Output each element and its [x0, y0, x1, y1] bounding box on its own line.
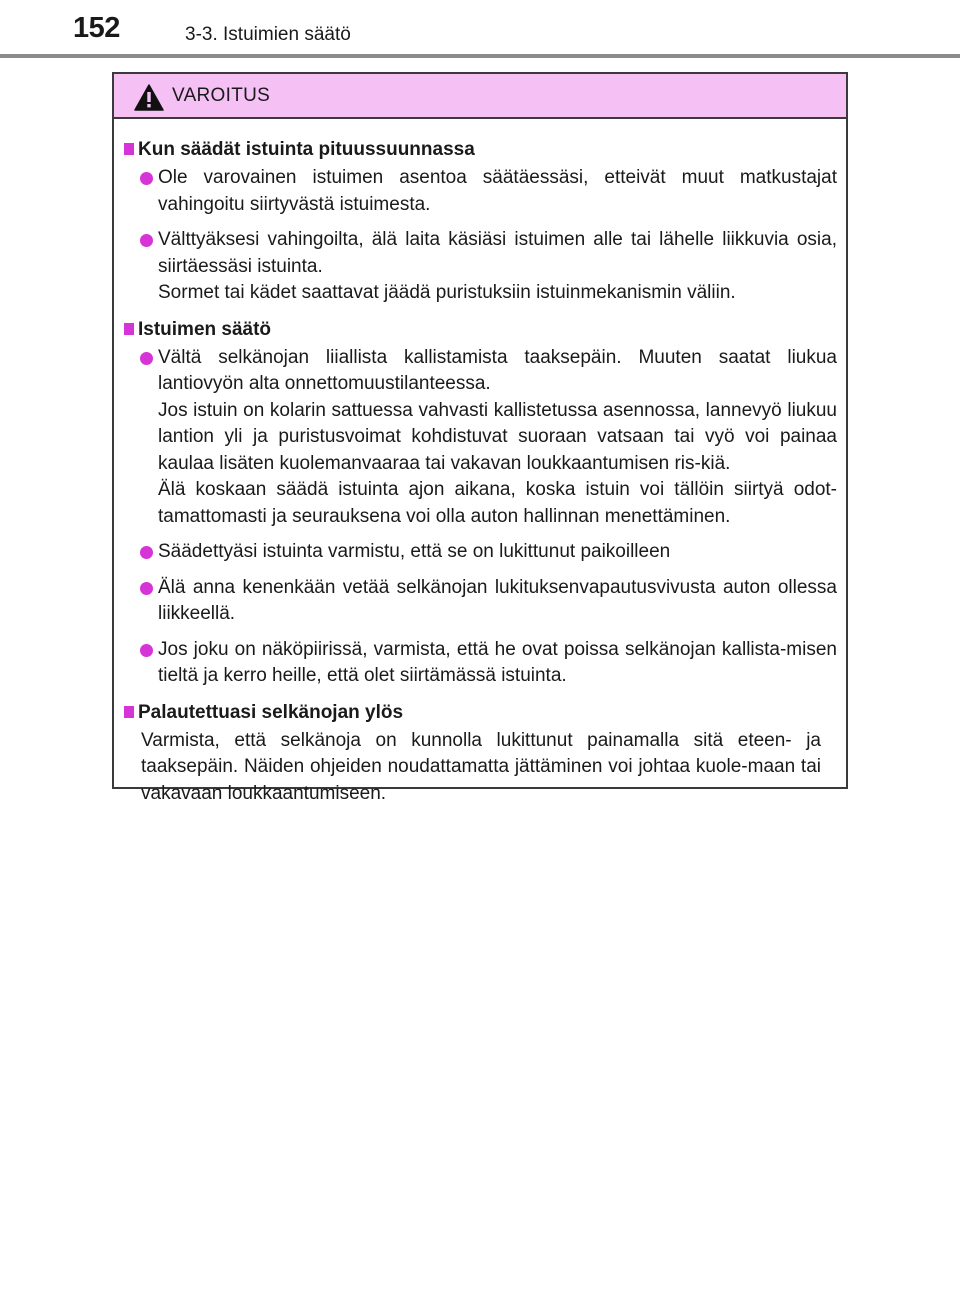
section-heading: [124, 699, 837, 726]
bullet-item: [124, 165, 837, 218]
bullet-item: [124, 575, 837, 628]
section-paragraph: [124, 728, 837, 808]
page-number: 152: [73, 12, 120, 44]
section-text: Varmista, että selkänoja on kunnolla lukittunut painamalla sitä eteen- ja taaksepäin. Näiden ohjeiden noudattamatta jättäminen voi johtaa kuole-maan tai vakavaan loukkaantumiseen.: [141, 729, 821, 804]
bullet-paragraph: Jos istuin on kolarin sattuessa vahvasti kallistetussa asennossa, lannevyö liukuu lantion yli ja puristusvoimat kohdistuvat suoraan vatsaan tai vyö voi painaa kaulaa lisäten kuolemanvaaraa tai vakavan loukkaantumisen ris-kiä.: [158, 399, 837, 474]
section-heading-text: Istuimen säätö: [138, 318, 272, 340]
bullet-item: [124, 637, 837, 690]
square-bullet-icon: [124, 323, 134, 335]
round-bullet-icon: [140, 546, 153, 559]
round-bullet-icon: [140, 352, 153, 365]
bullet-paragraph: Älä koskaan säädä istuinta ajon aikana, koska istuin voi tällöin siirtyä odot-tamattomasti ja seurauksena voi olla auton hallinnan menettäminen.: [158, 479, 837, 527]
warning-label: VAROITUS: [172, 85, 271, 106]
bullet-paragraph: Jos joku on näköpiirissä, varmista, että he ovat poissa selkänojan kallista-misen tieltä ja kerro heille, että olet siirtämässä istuinta.: [158, 638, 837, 686]
round-bullet-icon: [140, 644, 153, 657]
bullet-paragraph: Ole varovainen istuimen asentoa säätäessäsi, etteivät muut matkustajat vahingoitu siirtyvästä istuimesta.: [158, 167, 837, 215]
bullet-paragraph: Sormet tai kädet saattavat jäädä puristuksiin istuinmekanismin väliin.: [158, 282, 736, 303]
section-title: 3-3. Istuimien säätö: [185, 24, 351, 45]
round-bullet-icon: [140, 234, 153, 247]
bullet-paragraph: Välttyäksesi vahingoilta, älä laita käsiäsi istuimen alle tai lähelle liikkuvia osia, siirtäessäsi istuinta.: [158, 229, 837, 277]
section-heading: [124, 136, 837, 163]
warning-header: [114, 74, 846, 119]
warning-triangle-icon: [134, 84, 164, 111]
round-bullet-icon: [140, 582, 153, 595]
warning-box: [112, 72, 848, 804]
bullet-paragraph: Säädettyäsi istuinta varmistu, että se on lukittunut paikoilleen: [158, 541, 671, 562]
bullet-item: [124, 227, 837, 307]
page-header: [0, 0, 960, 58]
bullet-item: [124, 539, 837, 566]
warning-body: [114, 119, 846, 807]
square-bullet-icon: [124, 706, 134, 718]
bullet-item: [124, 345, 837, 531]
section-heading-text: Palautettuasi selkänojan ylös: [138, 701, 404, 723]
header-rule: [0, 54, 960, 58]
bullet-paragraph: Älä anna kenenkään vetää selkänojan lukituksenvapautusvivusta auton ollessa liikkeellä.: [158, 576, 837, 624]
square-bullet-icon: [124, 143, 134, 155]
round-bullet-icon: [140, 172, 153, 185]
section-heading-text: Kun säädät istuinta pituussuunnassa: [138, 139, 475, 160]
section-heading: [124, 316, 837, 343]
bullet-paragraph: Vältä selkänojan liiallista kallistamista taaksepäin. Muuten saatat liukua lantiovyön alta onnettomuustilanteessa.: [158, 346, 837, 394]
